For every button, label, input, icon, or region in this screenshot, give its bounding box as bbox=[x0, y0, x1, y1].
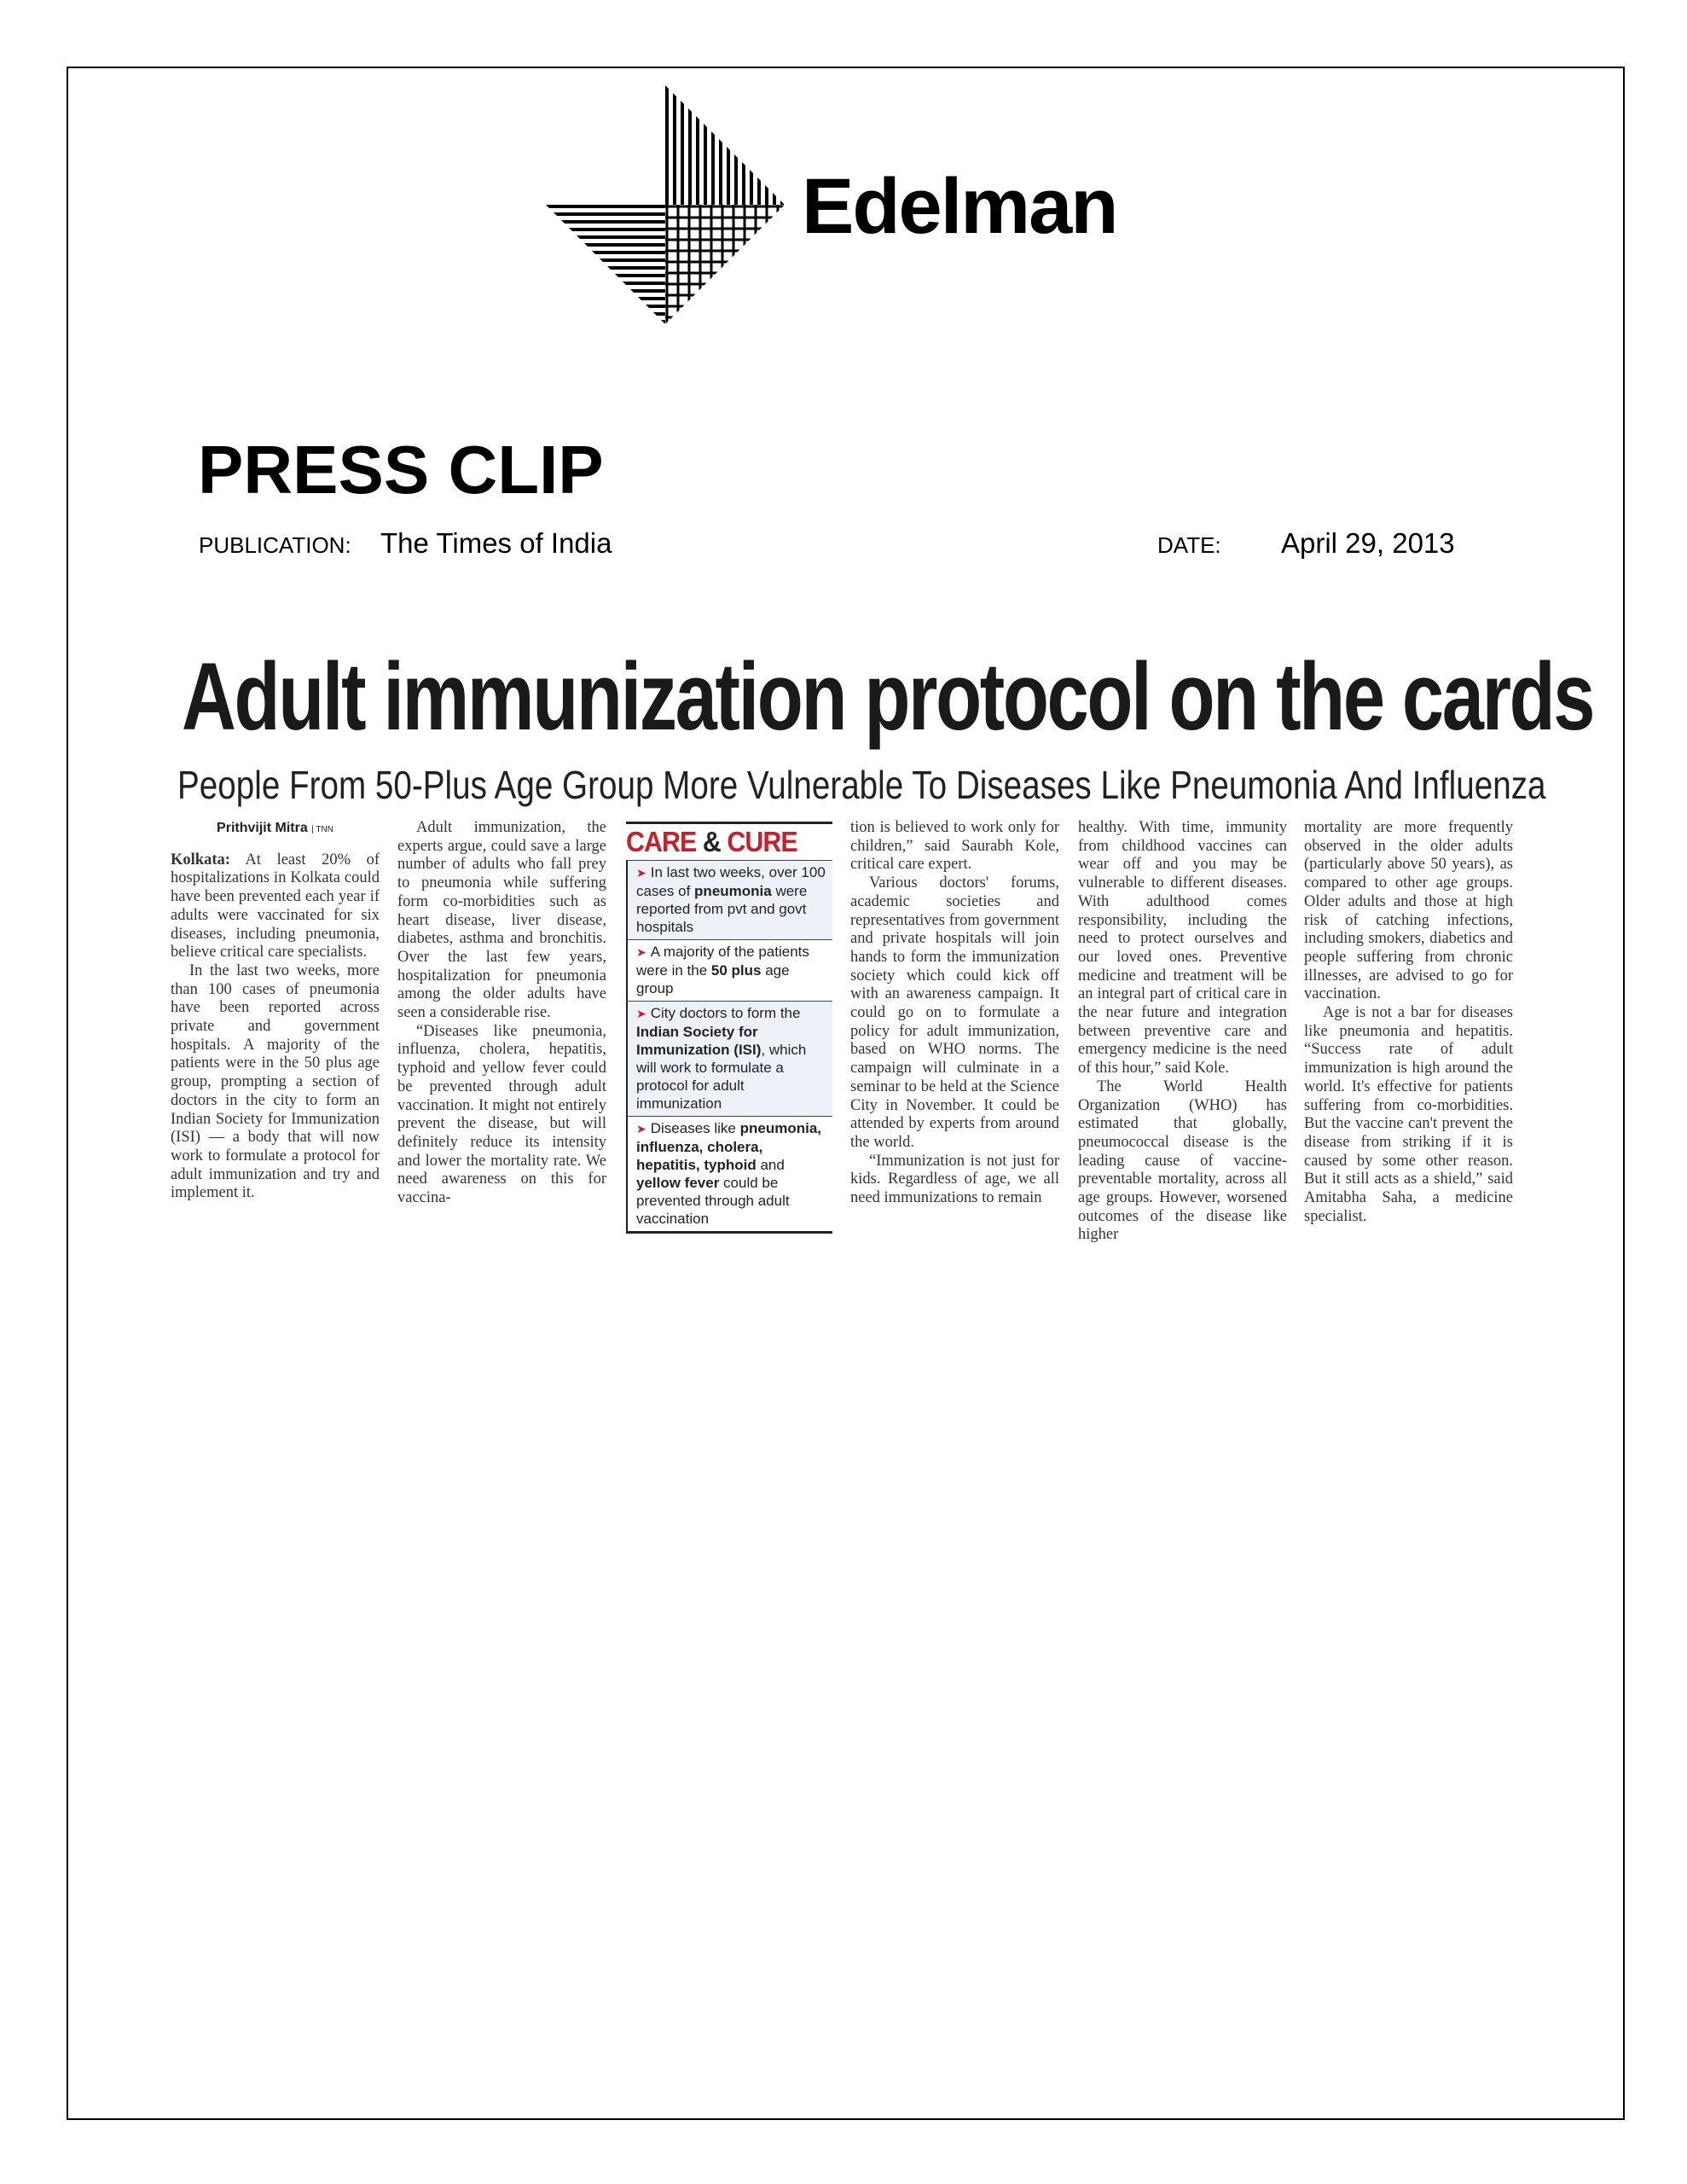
sidebar-title: CARE & CURE bbox=[626, 826, 797, 857]
sidebar-item-text: pneumonia bbox=[694, 883, 772, 899]
sidebar-item-text: In last two weeks, over 100 cases of bbox=[636, 864, 826, 899]
sidebar-item bbox=[626, 1001, 832, 1116]
sidebar-item-text: , which will work to formulate a protocol for adult immunization bbox=[636, 1042, 807, 1112]
article-column-5 bbox=[1078, 819, 1287, 1245]
date-value: April 29, 2013 bbox=[1281, 527, 1455, 559]
arrow-bullet-icon: ➤ bbox=[636, 945, 646, 959]
sidebar-item-text: yellow fever bbox=[636, 1175, 720, 1191]
sidebar-item-text: pneumonia, influenza, cholera, hepatitis, typhoid bbox=[636, 1120, 822, 1173]
sidebar-item-text: Diseases like bbox=[650, 1120, 740, 1136]
edelman-logo-mark bbox=[537, 81, 793, 328]
paragraph: Kolkata: At least 20% of hospitalizations in Kolkata could have been prevented each year if adults were vaccinated for six diseases, including pneumonia, believe critical care specialists. bbox=[171, 851, 380, 961]
paragraph: “Diseases like pneumonia, influenza, cholera, hepatitis, typhoid and yellow fever could be prevented through adult vaccination. It might not entirely prevent the disease, but will definitely reduce its intensity and lower the mortality rate. We need awareness on this for vaccina- bbox=[397, 1022, 606, 1207]
sidebar-item-text: A majority of the patients were in the bbox=[636, 944, 809, 979]
paragraph: healthy. With time, immunity from childhood vaccines can wear off and you may be vulnerable to different diseases. With adulthood comes responsibility, including the need to protect ourselves and our loved ones. Preventive medicine and treatment will be an integral part of critical care in the near future and integration between preventive care and emergency medicine is the need of this hour,” said Kole. bbox=[1078, 819, 1287, 1077]
sidebar-item-text: 50 plus bbox=[710, 962, 762, 979]
arrow-bullet-icon: ➤ bbox=[636, 1007, 646, 1020]
sidebar-item-text: and bbox=[756, 1157, 785, 1173]
sidebar-item-text: could be prevented through adult vaccination bbox=[636, 1175, 790, 1227]
byline: Prithvijit Mitra | TNN bbox=[217, 821, 333, 835]
page-title: PRESS CLIP bbox=[198, 432, 604, 508]
sidebar-item bbox=[626, 860, 832, 939]
sidebar-item bbox=[626, 939, 832, 1001]
sidebar-item-text: Indian Society for Immunization (ISI) bbox=[636, 1024, 762, 1058]
article-column-2 bbox=[397, 819, 606, 1208]
article-headline: Adult immunization protocol on the cards bbox=[182, 643, 1594, 750]
sidebar-item bbox=[626, 1116, 832, 1231]
care-and-cure-sidebar bbox=[626, 822, 832, 1234]
arrow-bullet-icon: ➤ bbox=[636, 1122, 646, 1136]
publication-label: PUBLICATION: bbox=[199, 532, 351, 558]
paragraph: tion is believed to work only for children,” said Saurabh Kole, critical care expert. bbox=[850, 819, 1059, 874]
article-column-6 bbox=[1304, 819, 1513, 1226]
paragraph: In the last two weeks, more than 100 cases of pneumonia have been reported across private and government hospitals. A majority of the patients were in the 50 plus age group, prompting a section of doctors in the city to form an Indian Society for Immunization (ISI) — a body that will now work to formulate a protocol for adult immunization and try and implement it. bbox=[171, 961, 380, 1202]
publication-value: The Times of India bbox=[380, 527, 612, 559]
edelman-logo-text: Edelman bbox=[802, 163, 1117, 250]
paragraph: Various doctors' forums, academic societies and representatives from government and private hospitals will join hands to form the immunization society which could kick off with an awareness campaign. It could go on to formulate a policy for adult immunization, based on WHO norms. The campaign will culminate in a seminar to be held at the Science City in November. It could be attended by experts from around the world. bbox=[850, 874, 1059, 1151]
paragraph: Age is not a bar for diseases like pneumonia and hepatitis. “Success rate of adult immunization is high around the world. It's effective for patients suffering from co-morbidities. But the vaccine can't prevent the disease from striking if it is caused by some other reason. But it still acts as a shield,” said Amitabha Saha, a medicine specialist. bbox=[1304, 1004, 1513, 1225]
paragraph: “Immunization is not just for kids. Regardless of age, we all need immunizations to remain bbox=[850, 1152, 1059, 1207]
sidebar-item-text: age group bbox=[636, 962, 790, 996]
sidebar-item-text: City doctors to form the bbox=[650, 1005, 801, 1021]
date-label: DATE: bbox=[1157, 532, 1221, 558]
article-column-4 bbox=[850, 819, 1059, 1208]
article-column-1 bbox=[171, 819, 380, 1203]
paragraph: Adult immunization, the experts argue, could save a large number of adults who fall prey to pneumonia while suffering form co-morbidities such as heart disease, liver disease, diabetes, asthma and bronchitis. Over the last few years, hospitalization for pneumonia among the older adults have seen a considerable rise. bbox=[397, 819, 606, 1022]
paragraph: mortality are more frequently observed in the older adults (particularly above 50 years), as compared to other age groups. Older adults and those at high risk of catching infections, including smokers, diabetics and people suffering from chronic illnesses, are advised to go for vaccination. bbox=[1304, 819, 1513, 1003]
paragraph: The World Health Organization (WHO) has estimated that globally, pneumococcal disease is the leading cause of vaccine-preventable mortality, across all age groups. However, worsened outcomes of the disease like higher bbox=[1078, 1077, 1287, 1244]
arrow-bullet-icon: ➤ bbox=[636, 866, 646, 880]
sidebar-item-text: were reported from pvt and govt hospitals bbox=[636, 883, 808, 935]
article-subhead: People From 50-Plus Age Group More Vulnerable To Diseases Like Pneumonia And Influenza bbox=[177, 763, 1546, 807]
